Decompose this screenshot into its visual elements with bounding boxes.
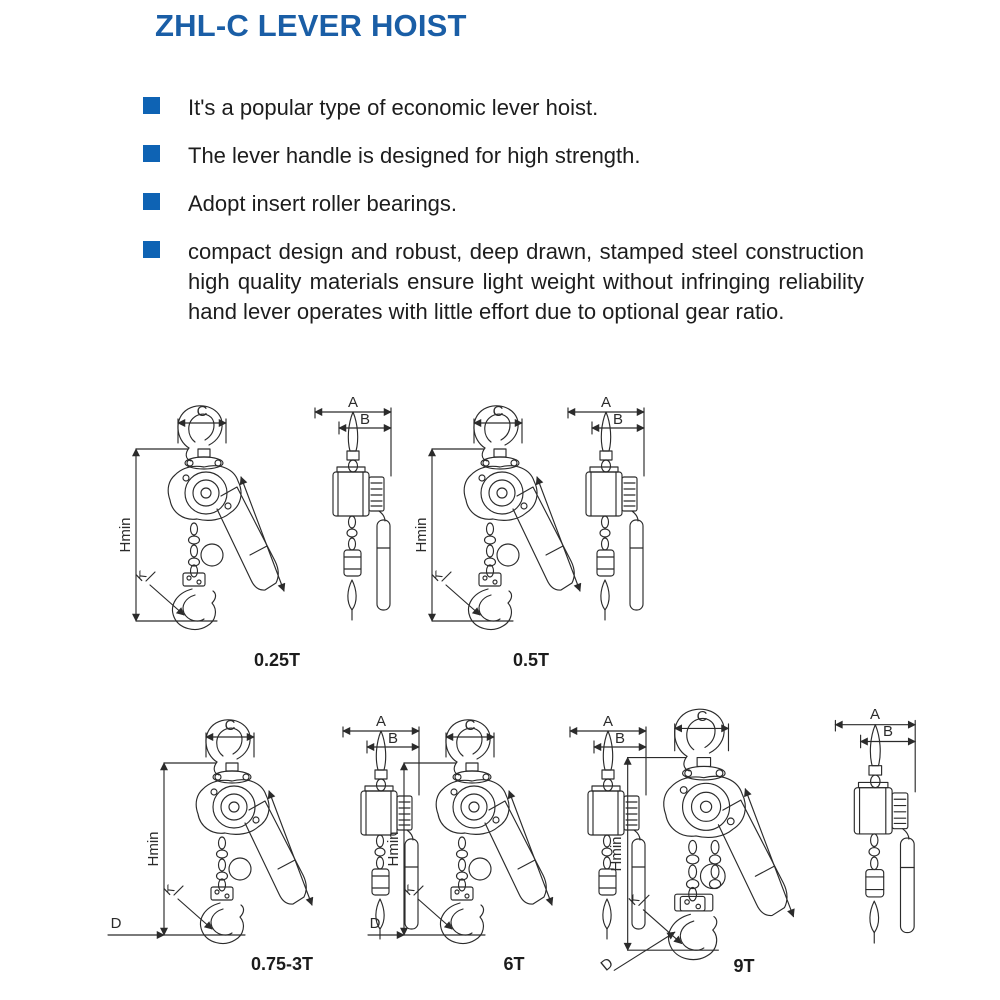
capacity-label: 9T — [733, 956, 755, 976]
dim-label-b: B — [359, 411, 371, 428]
page-title: ZHL-C LEVER HOIST — [155, 8, 467, 43]
side-view — [835, 721, 915, 944]
feature-text: The lever handle is designed for high strength. — [188, 143, 641, 168]
feature-item — [143, 93, 864, 123]
feature-item — [143, 237, 864, 327]
dim-label-c: C — [224, 717, 236, 734]
dim-label-hmin: Hmin — [117, 517, 134, 553]
dim-label-a: A — [347, 394, 359, 411]
bullet-square-icon — [143, 97, 160, 114]
front-view — [614, 709, 793, 970]
dim-label-k: K — [400, 881, 418, 899]
dim-label-a: A — [602, 713, 614, 730]
dim-label-hmin: Hmin — [608, 836, 625, 872]
capacity-label: 6T — [503, 954, 525, 974]
bullet-square-icon — [143, 193, 160, 210]
capacity-label: 0.25T — [253, 650, 301, 670]
dim-label-c: C — [696, 708, 708, 725]
dim-label-b: B — [387, 730, 399, 747]
dim-label-d: D — [369, 915, 381, 932]
front-view — [136, 406, 284, 630]
hoist-drawing-0-25t — [112, 388, 412, 640]
front-view — [404, 720, 552, 944]
dim-label-d: D — [597, 954, 617, 975]
feature-text: Adopt insert roller bearings. — [188, 191, 458, 216]
capacity-label: 0.75-3T — [250, 954, 314, 974]
dim-label-d: D — [110, 915, 122, 932]
dim-label-c: C — [492, 403, 504, 420]
front-view — [432, 406, 580, 630]
dim-label-b: B — [882, 723, 894, 740]
hoist-drawing-0-5t — [400, 388, 700, 640]
bullet-square-icon — [143, 241, 160, 258]
hoist-drawing-9t — [592, 696, 932, 976]
feature-text: compact design and robust, deep drawn, stamped steel construction high quality materials ensure light weight without infringing reliability hand lever operates with little effort due to optional gear ratio. — [188, 239, 864, 324]
dim-label-k: K — [625, 891, 643, 909]
dim-label-hmin: Hmin — [145, 831, 162, 867]
dim-label-b: B — [614, 730, 626, 747]
feature-item — [143, 189, 864, 219]
feature-text: It's a popular type of economic lever hoist. — [188, 95, 599, 120]
bullet-square-icon — [143, 145, 160, 162]
dim-label-hmin: Hmin — [385, 831, 402, 867]
feature-item — [143, 141, 864, 171]
dim-label-a: A — [375, 713, 387, 730]
dim-label-a: A — [869, 706, 881, 723]
side-view — [315, 408, 391, 620]
front-view — [164, 720, 312, 944]
dim-label-hmin: Hmin — [413, 517, 430, 553]
dim-label-k: K — [132, 567, 150, 585]
dim-label-k: K — [428, 567, 446, 585]
dim-label-a: A — [600, 394, 612, 411]
dim-label-c: C — [464, 717, 476, 734]
dim-label-k: K — [160, 881, 178, 899]
dim-label-c: C — [196, 403, 208, 420]
capacity-label: 0.5T — [512, 650, 550, 670]
dim-label-b: B — [612, 411, 624, 428]
